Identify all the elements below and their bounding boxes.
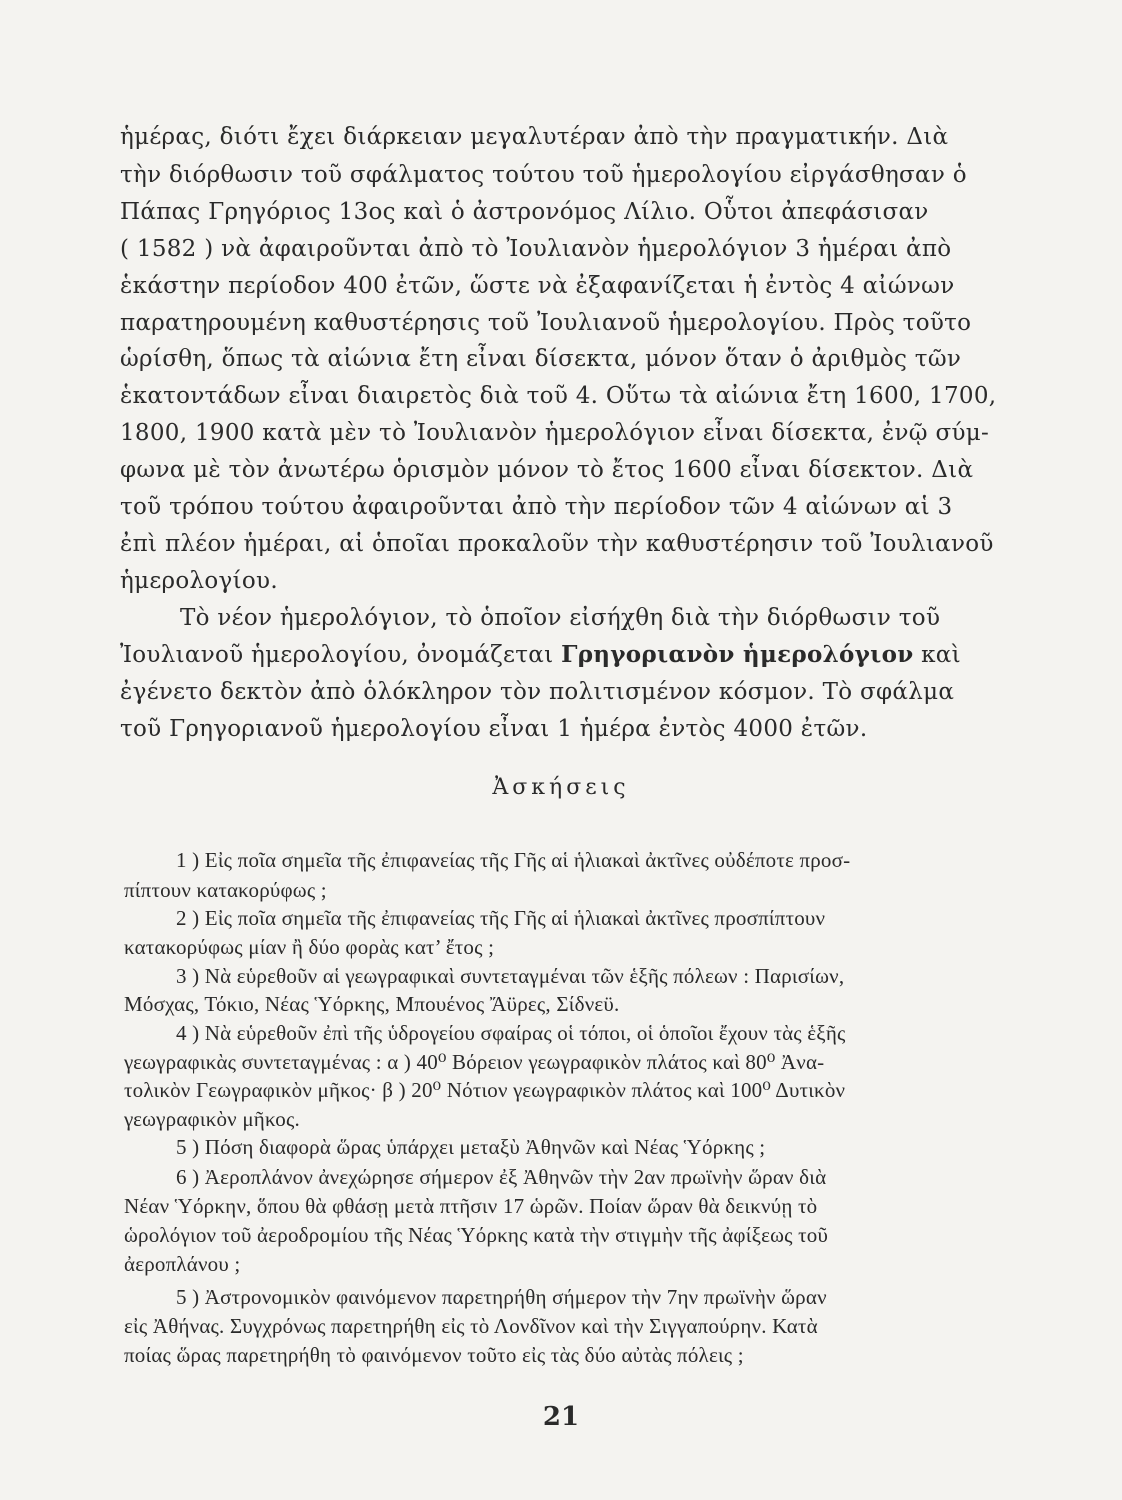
body-line: ἑκάστην περίοδον 400 ἐτῶν, ὥστε νὰ ἐξαφανίζεται ἡ ἐντὸς 4 αἰώνων xyxy=(120,273,955,299)
exercise-line: 2 ) Εἰς ποῖα σημεῖα τῆς ἐπιφανείας τῆς Γῆς αἱ ἡλιακαὶ ἀκτῖνες προσπίπτουν xyxy=(176,906,826,930)
exercise-line: 5 ) Ἀστρονομικὸν φαινόμενον παρετηρήθη σήμερον τὴν 7ην πρωϊνὴν ὥραν xyxy=(176,1285,827,1309)
exercise-line: 6 ) Ἀεροπλάνον ἀνεχώρησε σήμερον ἐξ Ἀθηνῶν τὴν 2αν πρωϊνὴν ὥραν διὰ xyxy=(176,1165,827,1189)
body-line: ἐγένετο δεκτὸν ἀπὸ ὁλόκληρον τὸν πολιτισμένον κόσμον. Τὸ σφάλμα xyxy=(120,679,955,705)
exercise-line: 1 ) Εἰς ποῖα σημεῖα τῆς ἐπιφανείας τῆς Γῆς αἱ ἡλιακαὶ ἀκτῖνες οὐδέποτε προσ- xyxy=(176,848,851,872)
exercise-line: 5 ) Πόση διαφορὰ ὥρας ὑπάρχει μεταξὺ Ἀθηνῶν καὶ Νέας Ὑόρκης ; xyxy=(176,1135,766,1159)
exercise-line: γεωγραφικὸν μῆκος. xyxy=(124,1107,300,1131)
exercise-line: κατακορύφως μίαν ἢ δύο φορὰς κατ’ ἔτος ; xyxy=(124,935,495,959)
exercise-line: 3 ) Νὰ εὑρεθοῦν αἱ γεωγραφικαὶ συντεταγμέναι τῶν ἑξῆς πόλεων : Παρισίων, xyxy=(176,964,845,988)
exercise-line: 4 ) Νὰ εὑρεθοῦν ἐπὶ τῆς ὑδρογείου σφαίρας οἱ τόποι, οἱ ὁποῖοι ἔχουν τὰς ἑξῆς xyxy=(176,1021,846,1045)
body-line: φωνα μὲ τὸν ἀνωτέρω ὁρισμὸν μόνον τὸ ἔτος 1600 εἶναι δίσεκτον. Διὰ xyxy=(120,457,974,483)
exercise-line: ἀεροπλάνου ; xyxy=(124,1252,241,1276)
exercise-line: Μόσχας, Τόκιο, Νέας Ὑόρκης, Μπουένος Ἄϋρες, Σίδνεϋ. xyxy=(124,992,620,1016)
body-line: ἡμέρας, διότι ἔχει διάρκειαν μεγαλυτέραν ἀπὸ τὴν πραγματικήν. Διὰ xyxy=(120,124,949,150)
exercise-line: ὡρολόγιον τοῦ ἀεροδρομίου τῆς Νέας Ὑόρκης κατὰ τὴν στιγμὴν τῆς ἀφίξεως τοῦ xyxy=(124,1223,829,1247)
exercises-heading: Ἀσκήσεις xyxy=(492,775,630,800)
body-line: Πάπας Γρηγόριος 13ος καὶ ὁ ἀστρονόμος Λίλιο. Οὗτοι ἀπεφάσισαν xyxy=(120,199,929,225)
body-line: ἐπὶ πλέον ἡμέραι, αἱ ὁποῖαι προκαλοῦν τὴν καθυστέρησιν τοῦ Ἰουλιανοῦ xyxy=(120,531,994,557)
body-text: καὶ xyxy=(921,642,961,668)
body-line-with-term xyxy=(120,640,1014,670)
bold-term-gregorian-calendar: Γρηγοριανὸν ἡμερολόγιον xyxy=(561,641,914,668)
page-number: 21 xyxy=(542,1402,580,1432)
body-line: παρατηρουμένη καθυστέρησις τοῦ Ἰουλιανοῦ ἡμερολογίου. Πρὸς τοῦτο xyxy=(120,310,972,336)
exercise-line: Νέαν Ὑόρκην, ὅπου θὰ φθάσῃ μετὰ πτῆσιν 17 ὡρῶν. Ποίαν ὥραν θὰ δεικνύῃ τὸ xyxy=(124,1194,818,1218)
body-line: ὡρίσθη, ὅπως τὰ αἰώνια ἔτη εἶναι δίσεκτα, μόνον ὅταν ὁ ἀριθμὸς τῶν xyxy=(120,346,962,372)
exercise-line: ποίας ὥρας παρετηρήθη τὸ φαινόμενον τοῦτο εἰς τὰς δύο αὐτὰς πόλεις ; xyxy=(124,1343,744,1367)
body-line: τοῦ τρόπου τούτου ἀφαιροῦνται ἀπὸ τὴν περίοδον τῶν 4 αἰώνων αἱ 3 xyxy=(120,494,953,520)
body-line: ( 1582 ) νὰ ἀφαιροῦνται ἀπὸ τὸ Ἰουλιανὸν ἡμερολόγιον 3 ἡμέραι ἀπὸ xyxy=(120,236,952,262)
body-line: 1800, 1900 κατὰ μὲν τὸ Ἰουλιανὸν ἡμερολόγιον εἶναι δίσεκτα, ἐνῷ σύμ- xyxy=(120,420,990,446)
exercise-line: πίπτουν κατακορύφως ; xyxy=(124,878,327,902)
body-line: ἡμερολογίου. xyxy=(120,568,278,594)
body-line: τὴν διόρθωσιν τοῦ σφάλματος τούτου τοῦ ἡμερολογίου εἰργάσθησαν ὁ xyxy=(120,162,967,188)
body-line: τοῦ Γρηγοριανοῦ ἡμερολογίου εἶναι 1 ἡμέρα ἐντὸς 4000 ἐτῶν. xyxy=(120,716,868,742)
body-text: Ἰουλιανοῦ ἡμερολογίου, ὀνομάζεται xyxy=(120,642,554,668)
exercise-line: γεωγραφικὰς συντεταγμένας : α ) 40⁰ Βόρειον γεωγραφικὸν πλάτος καὶ 80⁰ Ἀνα- xyxy=(124,1050,825,1074)
exercise-line: εἰς Ἀθήνας. Συγχρόνως παρετηρήθη εἰς τὸ Λονδῖνον καὶ τὴν Σιγγαπούρην. Κατὰ xyxy=(124,1314,818,1338)
exercise-line: τολικὸν Γεωγραφικὸν μῆκος· β ) 20⁰ Νότιον γεωγραφικὸν πλάτος καὶ 100⁰ Δυτικὸν xyxy=(124,1078,846,1102)
body-line: ἑκατοντάδων εἶναι διαιρετὸς διὰ τοῦ 4. Οὕτω τὰ αἰώνια ἔτη 1600, 1700, xyxy=(120,383,997,409)
body-line: Τὸ νέον ἡμερολόγιον, τὸ ὁποῖον εἰσήχθη διὰ τὴν διόρθωσιν τοῦ xyxy=(180,605,941,631)
